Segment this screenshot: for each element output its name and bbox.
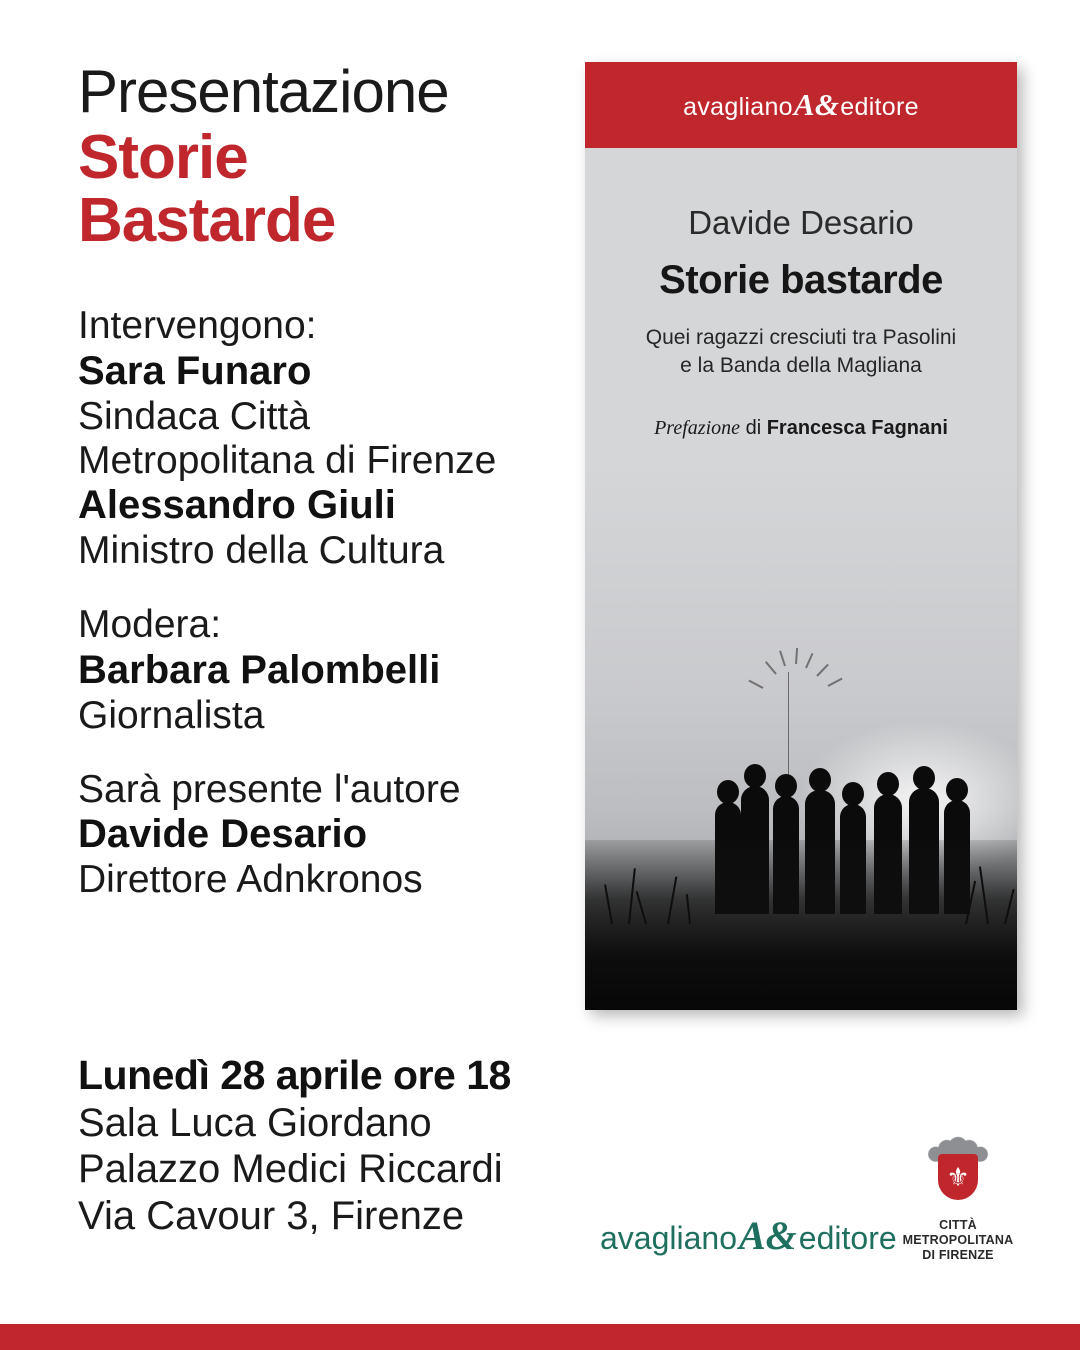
book-cover-subtitle-line-2: e la Banda della Magliana (680, 354, 922, 378)
publisher-ampersand-icon-footer: A& (739, 1213, 797, 1258)
preface-author-name: Francesca Fagnani (766, 417, 948, 439)
speakers-section (78, 304, 578, 573)
poster-text-column (78, 58, 578, 932)
title-line-storie: Storie (78, 123, 248, 192)
dandelion-seed-icon (816, 664, 829, 677)
preface-di: di (745, 417, 762, 439)
book-cover-photograph (585, 462, 1017, 1010)
speaker-role-1-line-1: Sindaca Città (78, 394, 310, 438)
event-address: Via Cavour 3, Firenze (78, 1194, 465, 1239)
dandelion-seed-icon (765, 661, 777, 675)
speaker-role-2-line-1: Ministro della Cultura (78, 529, 445, 573)
author-role: Direttore Adnkronos (78, 858, 423, 902)
city-logo-line-1: CITTÀ METROPOLITANA (902, 1218, 1014, 1247)
event-venue: Sala Luca Giordano (78, 1100, 432, 1145)
page-title (78, 58, 578, 256)
publisher-logo-cover-pre: avagliano (683, 93, 793, 121)
publisher-logo-footer-post: editore (798, 1220, 897, 1256)
speaker-name-2: Alessandro Giuli (78, 483, 396, 528)
publisher-logo-footer (600, 1212, 897, 1259)
book-cover-preface (585, 417, 1017, 440)
author-name: Davide Desario (78, 812, 368, 857)
preface-label: Prefazione (654, 417, 741, 439)
speaker-name-1: Sara Funaro (78, 348, 312, 393)
bottom-accent-bar (0, 1324, 1080, 1350)
dandelion-seed-icon (795, 648, 798, 664)
publisher-logo-cover (683, 87, 919, 123)
publisher-logo-footer-pre: avagliano (600, 1220, 737, 1256)
moderator-lead-label: Modera: (78, 603, 222, 647)
city-logo-line-2: DI FIRENZE (922, 1248, 994, 1262)
publisher-ampersand-icon-cover: A& (793, 87, 840, 122)
author-section (78, 768, 578, 903)
book-cover-subtitle-line-1: Quei ragazzi cresciuti tra Pasolini (645, 326, 957, 349)
dandelion-seed-icon (805, 653, 813, 668)
coat-of-arms-icon (927, 1136, 989, 1212)
book-cover-author: Davide Desario (688, 204, 914, 241)
book-cover-image (585, 62, 1017, 1010)
moderator-section (78, 603, 578, 738)
dandelion-seed-icon (827, 678, 842, 687)
event-building: Palazzo Medici Riccardi (78, 1147, 503, 1192)
moderator-role: Giornalista (78, 693, 265, 737)
event-details (78, 1052, 598, 1240)
book-cover-title: Storie bastarde (659, 258, 943, 302)
book-cover-publisher-band (585, 62, 1017, 148)
speaker-role-1-line-2: Metropolitana di Firenze (78, 438, 497, 482)
dandelion-seed-icon (749, 680, 764, 689)
author-lead-label: Sarà presente l'autore (78, 767, 461, 811)
title-line-bastarde: Bastarde (78, 186, 336, 256)
speakers-lead-label: Intervengono: (78, 304, 317, 348)
footer-logos (590, 1130, 1020, 1300)
fleur-de-lis-icon: ⚜ (946, 1162, 970, 1192)
title-line-presentazione: Presentazione (78, 58, 449, 125)
moderator-name: Barbara Palombelli (78, 647, 441, 692)
ground-field (585, 840, 1017, 1010)
book-cover-subtitle (585, 324, 1017, 380)
city-metropolitan-logo (902, 1136, 1014, 1263)
publisher-logo-cover-post: editore (840, 93, 919, 121)
dandelion-seed-icon (779, 650, 786, 666)
event-datetime: Lunedì 28 aprile ore 18 (78, 1052, 511, 1098)
